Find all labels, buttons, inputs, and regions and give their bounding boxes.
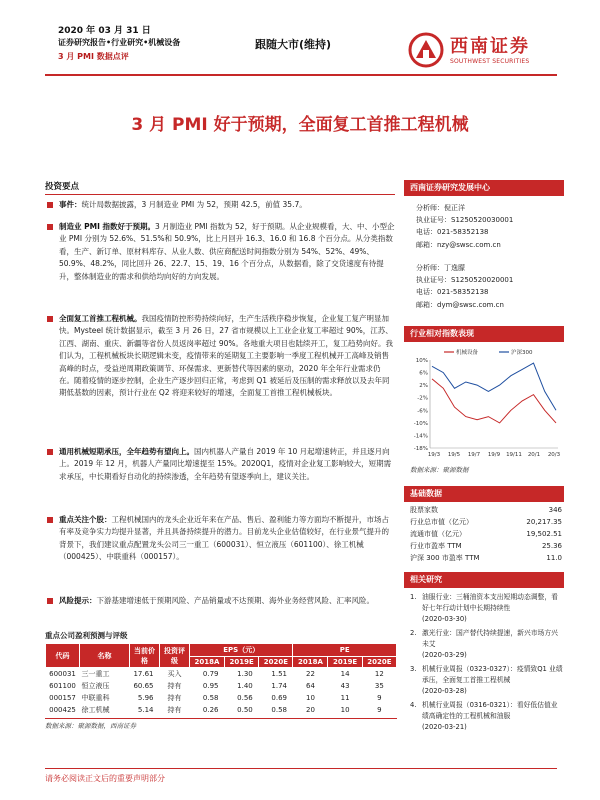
chart-legend-label: 沪深300 bbox=[511, 350, 533, 356]
analyst-block-2 bbox=[404, 262, 564, 311]
bullet-square-icon bbox=[47, 517, 53, 523]
table-cell: 9 bbox=[377, 693, 382, 702]
chart-series-line-0 bbox=[432, 379, 556, 423]
industry-rating: 跟随大市(维持) bbox=[255, 38, 332, 51]
basic-row: 沪深 300 市盈率 TTM 11.0 bbox=[410, 554, 562, 562]
header-divider bbox=[45, 74, 557, 76]
chart-series-line-1 bbox=[432, 363, 556, 410]
table-cell: 5.14 bbox=[137, 705, 154, 714]
table-cell: 1.51 bbox=[271, 669, 287, 678]
th-year: 2019E bbox=[224, 657, 258, 668]
analyst-block-1 bbox=[404, 202, 564, 251]
table-cell: 12 bbox=[374, 669, 384, 678]
index-chart bbox=[404, 344, 564, 464]
related-item[interactable]: 1. 油服行业：三桶油资本支出短期动态调整，看好七年行动计划中长期持续性 (2020-03-30) bbox=[410, 593, 558, 623]
th-year: 2018A bbox=[293, 657, 328, 668]
index-performance-bar: 行业相对指数表现 bbox=[404, 326, 564, 342]
table-cell: 11 bbox=[340, 693, 350, 702]
analyst-email[interactable]: 邮箱：nzy@swsc.com.cn bbox=[416, 240, 501, 249]
report-category: 证券研究报告•行业研究•机械设备 bbox=[58, 38, 181, 47]
table-cell: 000157 bbox=[49, 693, 76, 702]
th-year: 2020E bbox=[259, 657, 293, 668]
table-cell: 恒立液压 bbox=[81, 681, 110, 690]
logo-english-name: SOUTHWEST SECURITIES bbox=[450, 58, 530, 65]
summary-item-general: 通用机械短期承压，全年趋势有望向上。国内机器人产量自 2019 年 10 月起增速转正，并且逐月向上。2019 年 12 月，机器人产量同比增速提至 15%。2020Q1，疫情对企业复工影响较大，短期需求承压，中长期看好自动化的持续渗透，全年趋势有望逐季向上，建议关注。 bbox=[45, 446, 395, 483]
table-cell: 1.74 bbox=[271, 681, 287, 690]
table-cell: 0.95 bbox=[202, 681, 219, 690]
chart-y-tick-label: -14% bbox=[413, 433, 428, 440]
index-chart-svg bbox=[404, 344, 564, 464]
th-price: 当前价格 bbox=[130, 644, 160, 668]
chart-y-tick-label: -6% bbox=[417, 408, 428, 415]
related-research-list bbox=[404, 592, 564, 736]
table-cell: 20 bbox=[306, 705, 315, 714]
table-cell: 35 bbox=[374, 681, 384, 690]
summary-heading: 投资要点 bbox=[45, 182, 80, 192]
table-source: 数据来源：聚源数据，西南证券 bbox=[45, 722, 136, 730]
analyst-name: 分析师：倪正洋 bbox=[416, 204, 465, 212]
table-row bbox=[46, 680, 397, 692]
chart-y-tick-label: 10% bbox=[415, 358, 428, 364]
page-title: 3 月 PMI 好于预期，全面复工首推工程机械 bbox=[131, 115, 469, 135]
table-cell: 0.56 bbox=[237, 693, 253, 702]
related-item[interactable]: 2. 激光行业：国产替代持续提速，新兴市场方兴未艾 (2020-03-29) bbox=[410, 629, 558, 659]
chart-x-tick-label: 20/1 bbox=[527, 452, 541, 458]
basic-data-bar: 基础数据 bbox=[404, 486, 564, 502]
summary-item-event: 事件：统计局数据披露，3 月制造业 PMI 为 52，预期 42.5，前值 35.7。 bbox=[45, 199, 395, 211]
analyst-phone: 电话：021-58352138 bbox=[416, 288, 489, 297]
table-cell: 持有 bbox=[167, 693, 182, 702]
logo-mark-icon bbox=[408, 32, 446, 68]
table-cell: 000425 bbox=[49, 705, 76, 714]
chart-x-tick-label: 19/7 bbox=[467, 452, 481, 458]
forecast-table bbox=[45, 643, 397, 716]
table-cell: 22 bbox=[306, 669, 315, 678]
summary-divider bbox=[45, 194, 395, 195]
table-caption: 重点公司盈利预测与评级 bbox=[45, 631, 128, 640]
table-cell: 0.58 bbox=[271, 705, 287, 714]
basic-row: 行业市盈率 TTM 25.36 bbox=[410, 542, 562, 550]
bullet-square-icon bbox=[47, 316, 53, 322]
chart-y-tick-label: 6% bbox=[419, 370, 428, 377]
company-logo bbox=[408, 30, 558, 72]
footer-divider bbox=[45, 768, 557, 769]
table-cell: 1.30 bbox=[237, 669, 253, 678]
related-item[interactable]: 4. 机械行业周报（0316-0321）：看好低估值业绩高确定性的工程机械和油服 (2020-03-21) bbox=[410, 701, 558, 731]
table-cell: 徐工机械 bbox=[81, 705, 110, 714]
analyst-name: 分析师：丁逸朦 bbox=[416, 264, 465, 272]
chart-x-tick-label: 19/5 bbox=[447, 452, 461, 458]
basic-row: 股票家数 346 bbox=[410, 506, 562, 514]
th-year: 2019E bbox=[328, 657, 362, 668]
chart-legend-label: 机械设备 bbox=[456, 350, 479, 356]
table-cell: 10 bbox=[306, 693, 315, 702]
report-subtitle: 3 月 PMI 数据点评 bbox=[58, 52, 129, 61]
table-row bbox=[46, 668, 397, 680]
chart-y-tick-label: -10% bbox=[413, 420, 428, 427]
table-cell: 0.58 bbox=[202, 693, 219, 702]
analyst-email[interactable]: 邮箱：dym@swsc.com.cn bbox=[416, 300, 504, 309]
table-cell: 5.96 bbox=[137, 693, 154, 702]
table-cell: 9 bbox=[377, 705, 382, 714]
chart-y-tick-label: 2% bbox=[419, 383, 428, 390]
analyst-license: 执业证号：S1250520030001 bbox=[416, 216, 514, 225]
chart-y-tick-label: -2% bbox=[417, 395, 428, 402]
th-eps: EPS（元） bbox=[190, 644, 293, 657]
table-cell: 64 bbox=[306, 681, 315, 690]
table-cell: 0.79 bbox=[202, 669, 219, 678]
basic-data-list bbox=[404, 504, 564, 564]
table-cell: 0.50 bbox=[237, 705, 253, 714]
basic-row: 流通市值（亿元） 19,502.51 bbox=[410, 530, 562, 538]
table-cell: 60.65 bbox=[133, 681, 154, 690]
table-cell: 601100 bbox=[49, 681, 76, 690]
research-center-bar: 西南证券研究发展中心 bbox=[404, 180, 564, 196]
logo-chinese-name: 西南证券 bbox=[450, 36, 530, 57]
table-cell: 持有 bbox=[167, 681, 182, 690]
th-year: 2018A bbox=[190, 657, 225, 668]
chart-x-tick-label: 20/3 bbox=[547, 452, 561, 458]
bullet-square-icon bbox=[47, 598, 53, 604]
table-cell: 43 bbox=[340, 681, 350, 690]
table-row bbox=[46, 704, 397, 716]
basic-row: 行业总市值（亿元） 20,217.35 bbox=[410, 518, 562, 526]
footer-disclaimer: 请务必阅读正文后的重要声明部分 bbox=[45, 774, 165, 783]
related-research-bar: 相关研究 bbox=[404, 572, 564, 588]
chart-x-tick-label: 19/11 bbox=[506, 452, 522, 458]
summary-item-engineering: 全面复工首推工程机械。我国疫情防控形势持续向好，生产生活秩序稳步恢复，企业复工复产明显加快。Mysteel 统计数据显示，截至 3 月 26 日，27 省市规模以上工业企业复工率超过 90%，江苏、江西、湖南、重庆、新疆等省份人员返岗率超过 90%。各地重大项目也陆续开工，复工趋势向好。我们认为，工程机械板块长期逻辑未变，疫情带来的延期复工主要影响一季度工程机械开工高峰及销售高峰的时点，受益逆周期政策调节、环保需求、更新替代等因素的驱动，2020 年全年行业需求仍在。随着疫情的逐步控制，企业生产逐步回归正常，考虑到 Q1 被延后及压制的需求释放以及去年同期低基数的因素，预计行业在 Q2 将迎来较好的增速，全面复工首推工程机械板块。 bbox=[45, 313, 395, 400]
th-name: 名称 bbox=[80, 644, 130, 668]
summary-item-stocks: 重点关注个股：工程机械国内的龙头企业近年来在产品、售后、盈利能力等方面均不断提升，市场占有率及竞争实力均提升显著，并且具备持续提升的潜力。目前龙头企业估值较好，在行业景气提升的背景下，我们建议重点配置龙头公司三一重工（600031）、恒立液压（601100）、徐工机械（000425）、中联重科（000157）。 bbox=[45, 514, 395, 564]
table-cell: 三一重工 bbox=[81, 669, 110, 678]
table-cell: 600031 bbox=[49, 669, 76, 678]
table-cell: 10 bbox=[340, 705, 350, 714]
bullet-square-icon bbox=[47, 224, 53, 230]
th-pe: PE bbox=[293, 644, 397, 657]
summary-item-risk: 风险提示：下游基建增速低于预期风险、产品销量或不达预期、海外业务经营风险、汇率风险。 bbox=[45, 595, 395, 607]
chart-x-tick-label: 19/3 bbox=[427, 452, 441, 458]
table-bottom-line bbox=[45, 718, 397, 719]
table-cell: 买入 bbox=[167, 669, 182, 678]
related-item[interactable]: 3. 机械行业周报（0323-0327）：疫情致Q1 业绩承压，全面复工首推工程机械 (2020-03-28) bbox=[410, 665, 563, 695]
th-rating: 投资评级 bbox=[160, 644, 190, 668]
analyst-phone: 电话：021-58352138 bbox=[416, 228, 489, 237]
bullet-square-icon bbox=[47, 449, 53, 455]
table-row bbox=[46, 692, 397, 704]
table-cell: 14 bbox=[340, 669, 350, 678]
table-cell: 0.69 bbox=[271, 693, 287, 702]
summary-item-pmi: 制造业 PMI 指数好于预期。3 月制造业 PMI 指数为 52，好于预期。从企业规模看，大、中、小型企业 PMI 分别为 52.6%、51.5%和 50.9%，比上月回升 16.3、16.0 和 16.8 个百分点。从分类指数看，生产、新订单、原材料库存、从业人数、供应商配送时间指数分别为 54%、52%、49%、50.9%、48.2%，同比回升 26、22.7、15、19、16 个百分点，从数据看，除了交货速度有待提升，整体制造业的需求和供给均向好的方向发展。 bbox=[45, 221, 395, 283]
th-code: 代码 bbox=[46, 644, 80, 668]
chart-y-tick-label: -18% bbox=[413, 446, 428, 452]
index-source: 数据来源：聚源数据 bbox=[410, 466, 469, 474]
chart-x-tick-label: 19/9 bbox=[487, 452, 501, 458]
analyst-license: 执业证号：S1250520020001 bbox=[416, 276, 514, 285]
table-cell: 持有 bbox=[167, 705, 182, 714]
table-cell: 0.26 bbox=[202, 705, 219, 714]
bullet-square-icon bbox=[47, 202, 53, 208]
table-cell: 中联重科 bbox=[81, 693, 110, 702]
table-cell: 1.40 bbox=[237, 681, 253, 690]
th-year: 2020E bbox=[362, 657, 396, 668]
table-cell: 17.61 bbox=[133, 669, 154, 678]
report-date: 2020 年 03 月 31 日 bbox=[58, 26, 151, 36]
